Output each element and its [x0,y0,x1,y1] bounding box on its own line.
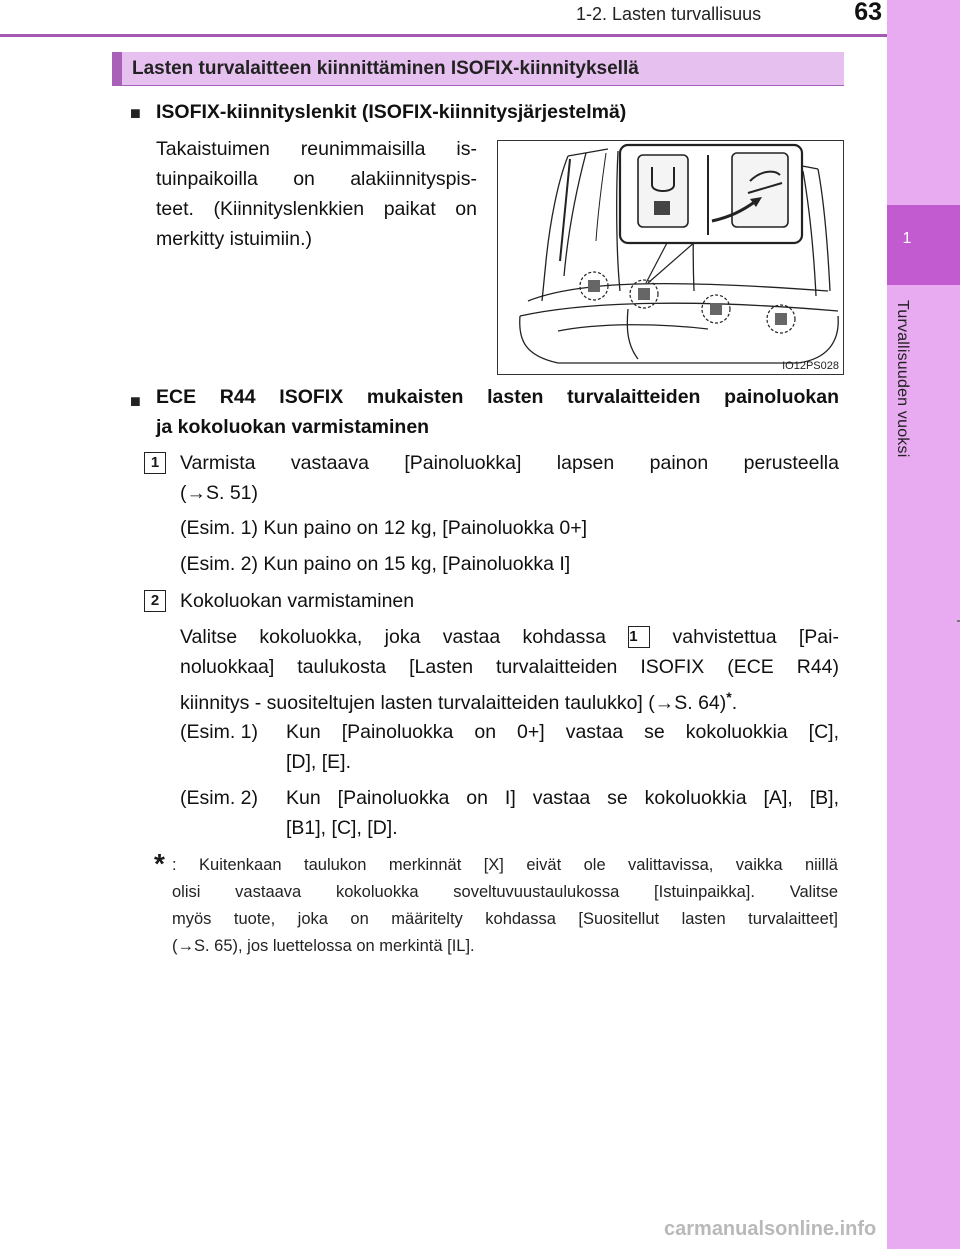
isofix-anchor-description [156,134,477,254]
footnote-line: (→S. 65), jos luettelossa on merkintä [IL]. [172,937,475,955]
example-line: Kun [Painoluokka on 0+] vastaa se kokoluokkia [C], [286,721,839,743]
header-rule [0,34,887,37]
step2-title: Kokoluokan varmistaminen [180,590,415,612]
chapter-number: 1 [902,230,912,247]
footnote-line: : Kuitenkaan taulukon merkinnät [X] eivät ole valittavissa, vaikka niillä [172,856,838,874]
step2-text [180,622,839,718]
figure-code: IO12PS028 [782,360,839,372]
square-bullet-icon: ■ [130,391,141,411]
step2-line-part: kiinnitys - suositeltujen lasten turvalaitteiden taulukko] (→S. 64) [180,692,727,714]
footnote-text [172,852,838,960]
rear-seat-isofix-illustration [497,140,844,375]
step2-example-1-label: (Esim. 1) [180,721,258,743]
step1-example-2: (Esim. 2) Kun paino on 15 kg, [Painoluokka I] [180,553,571,575]
step-reference-box: 1 [628,626,650,648]
description-line: merkitty istuimiin.) [156,228,313,250]
step1-line: (→S. 51) [180,482,259,504]
footnote-line: olisi vastaava kokoluokka soveltuvuustaulukossa [Istuinpaikka]. Valitse [172,883,838,901]
weight-size-class-heading [156,382,839,442]
description-line: Takaistuimen reunimmaisilla is- [156,138,477,160]
step1-text [180,448,839,508]
page-number: 63 [854,0,882,26]
section-title: Lasten turvalaitteen kiinnittäminen ISOFIX-kiinnityksellä [112,52,844,86]
step2-example-2-label: (Esim. 2) [180,787,258,809]
footnote-line: myös tuote, joka on määritelty kohdassa [Suositellut lasten turvalaitteet] [172,910,838,928]
step2-line [180,622,839,652]
chapter-label: Turvallisuuden vuoksi [894,300,911,458]
step2-example-2-text [286,783,839,843]
step2-line-part: vahvistettua [Pai- [672,626,839,648]
heading-line: ja kokoluokan varmistaminen [156,416,430,438]
isofix-anchor-heading: ISOFIX-kiinnityslenkit (ISOFIX-kiinnitysjärjestelmä) [156,101,627,123]
step-number-box: 1 [144,452,166,474]
example-line: Kun [Painoluokka on I] vastaa se kokoluokkia [A], [B], [286,787,839,809]
description-line: teet. (Kiinnityslenkkien paikat on [156,198,477,220]
example-line: [D], [E]. [286,751,352,773]
step2-line [180,682,839,718]
square-bullet-icon: ■ [130,103,141,123]
footnote-reference-mark: * [726,689,732,705]
footnote-mark: * [154,848,165,879]
step1-line: Varmista vastaava [Painoluokka] lapsen painon perusteella [180,452,839,474]
description-line: tuinpaikoilla on alakiinnityspis- [156,168,477,190]
site-watermark: carmanualsonline.info [664,1218,877,1240]
example-line: [B1], [C], [D]. [286,817,398,839]
chapter-side-strip [887,0,960,1249]
step2-example-1-text [286,717,839,777]
rear-seat-drawing [498,141,843,374]
running-header: 1-2. Lasten turvallisuus [576,4,762,24]
step2-line-part: . [731,692,738,714]
step2-line: noluokkaa] taulukosta [Lasten turvalaitteiden ISOFIX (ECE R44) [180,656,839,678]
step1-example-1: (Esim. 1) Kun paino on 12 kg, [Painoluokka 0+] [180,517,588,539]
heading-line: ECE R44 ISOFIX mukaisten lasten turvalaitteiden painoluokan [156,386,839,408]
step2-line-part: Valitse kokoluokka, joka vastaa kohdassa [180,626,606,648]
step-number-box: 2 [144,590,166,612]
